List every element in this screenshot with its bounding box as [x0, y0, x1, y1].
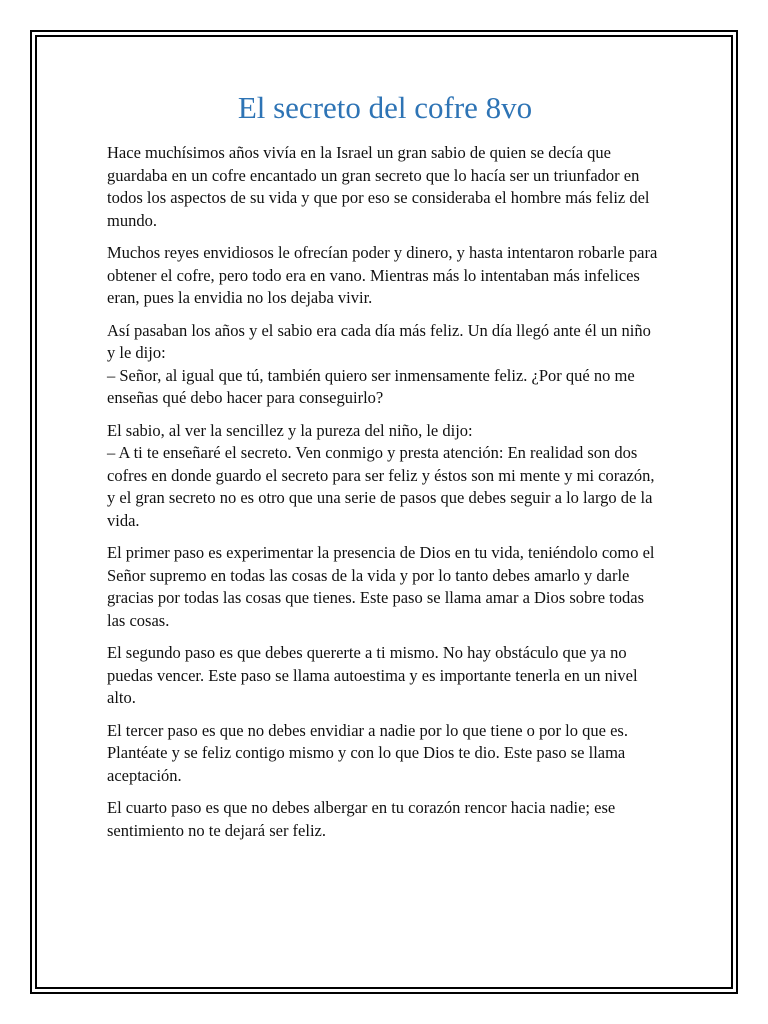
paragraph-8 [107, 797, 663, 842]
paragraph-line: El primer paso es experimentar la presencia de Dios en tu vida, teniéndolo como el Señor supremo en todas las cosas de la vida y por lo tanto debes amarlo y darle gracias por todas las cosas que tienes. Este paso se llama amar a Dios sobre todas las cosas. [107, 543, 655, 630]
paragraph-line: Así pasaban los años y el sabio era cada día más feliz. Un día llegó ante él un niño y le dijo: [107, 320, 651, 362]
dialogue-line: – A ti te enseñaré el secreto. Ven conmigo y presta atención: En realidad son dos cofres en donde guardo el secreto para ser feliz y éstos son mi mente y mi corazón, y el gran secreto no es otro que una serie de pasos que debes seguir a lo largo de la vida. [107, 443, 655, 530]
paragraph-line: Muchos reyes envidiosos le ofrecían poder y dinero, y hasta intentaron robarle para obtener el cofre, pero todo era en vano. Mientras más lo intentaban más infelices eran, pues la envidia no los dejaba vivir. [107, 243, 658, 307]
paragraph-line: El segundo paso es que debes quererte a ti mismo. No hay obstáculo que ya no puedas vencer. Este paso se llama autoestima y es importante tenerla en un nivel alto. [107, 643, 638, 707]
paragraph-3 [107, 320, 663, 410]
paragraph-line: El sabio, al ver la sencillez y la pureza del niño, le dijo: [107, 420, 473, 440]
paragraph-7 [107, 720, 663, 788]
paragraph-5 [107, 542, 663, 632]
paragraph-line: El cuarto paso es que no debes albergar en tu corazón rencor hacia nadie; ese sentimiento no te dejará ser feliz. [107, 798, 616, 840]
document-title: El secreto del cofre 8vo [237, 90, 533, 125]
document-body [107, 86, 663, 852]
paragraph-line: El tercer paso es que no debes envidiar a nadie por lo que tiene o por lo que es. Plantéate y se feliz contigo mismo y con lo que Dios te dio. Este paso se llama aceptación. [107, 720, 628, 785]
paragraph-1 [107, 142, 663, 232]
dialogue-line: – Señor, al igual que tú, también quiero ser inmensamente feliz. ¿Por qué no me enseñas qué debo hacer para conseguirlo? [107, 365, 635, 407]
paragraph-6 [107, 642, 663, 710]
paragraph-4 [107, 420, 663, 533]
paragraph-2 [107, 242, 663, 310]
paragraph-line: Hace muchísimos años vivía en la Israel un gran sabio de quien se decía que guardaba en un cofre encantado un gran secreto que lo hacía ser un triunfador en todos los aspectos de su vida y que por eso se consideraba el hombre más feliz del mundo. [107, 143, 650, 230]
